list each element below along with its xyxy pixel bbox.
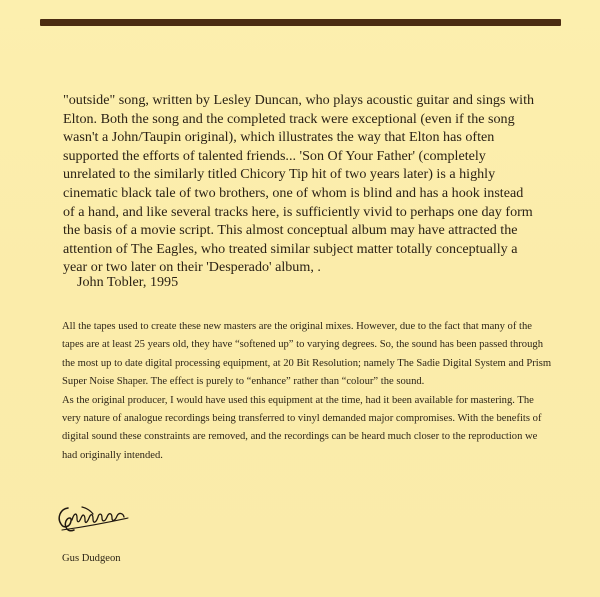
producer-note-paragraph-1: All the tapes used to create these new masters are the original mixes. However, due to the fact that many of the tapes are at least 25 years old, they have “softened up” to varying degrees. So, the sound has been passed through the most up to date digital processing equipment, at 20 Bit Resolution; namely The Sadie Digital System and Prism Super Noise Shaper. The effect is purely to “enhance” rather than “colour” the sound. — [62, 321, 552, 388]
essay-text — [63, 91, 538, 277]
producer-note-paragraph-2: As the original producer, I would have used this equipment at the time, had it been available for mastering. The very nature of analogue recordings being transferred to vinyl demanded major compromises. With the benefits of digital sound these constraints are removed, and the recordings can be heard much closer to the reproduction we had originally intended. — [62, 394, 542, 461]
handwritten-signature — [54, 500, 136, 540]
top-rule — [40, 19, 561, 26]
signer-name: Gus Dudgeon — [62, 553, 121, 564]
producer-note — [62, 318, 552, 465]
essay-byline: John Tobler, 1995 — [77, 274, 179, 290]
essay-paragraph: "outside" song, written by Lesley Duncan, who plays acoustic guitar and sings with Elton. Both the song and the completed track were exceptional (even if the song wasn't a John/Taupin original), which illustrates the way that Elton has often supported the efforts of talented friends... 'Son Of Your Father' (completely unrelated to the similarly titled Chicory Tip hit of two years later) is a highly cinematic black tale of two brothers, one of whom is blind and has a hook instead of a hand, and like several tracks here, is sufficiently vivid to perhaps one day form the basis of a movie script. This almost conceptual album may have attracted the attention of The Eagles, who treated similar subject matter totally conceptually a year or two later on their 'Desperado' album, . — [63, 92, 535, 276]
